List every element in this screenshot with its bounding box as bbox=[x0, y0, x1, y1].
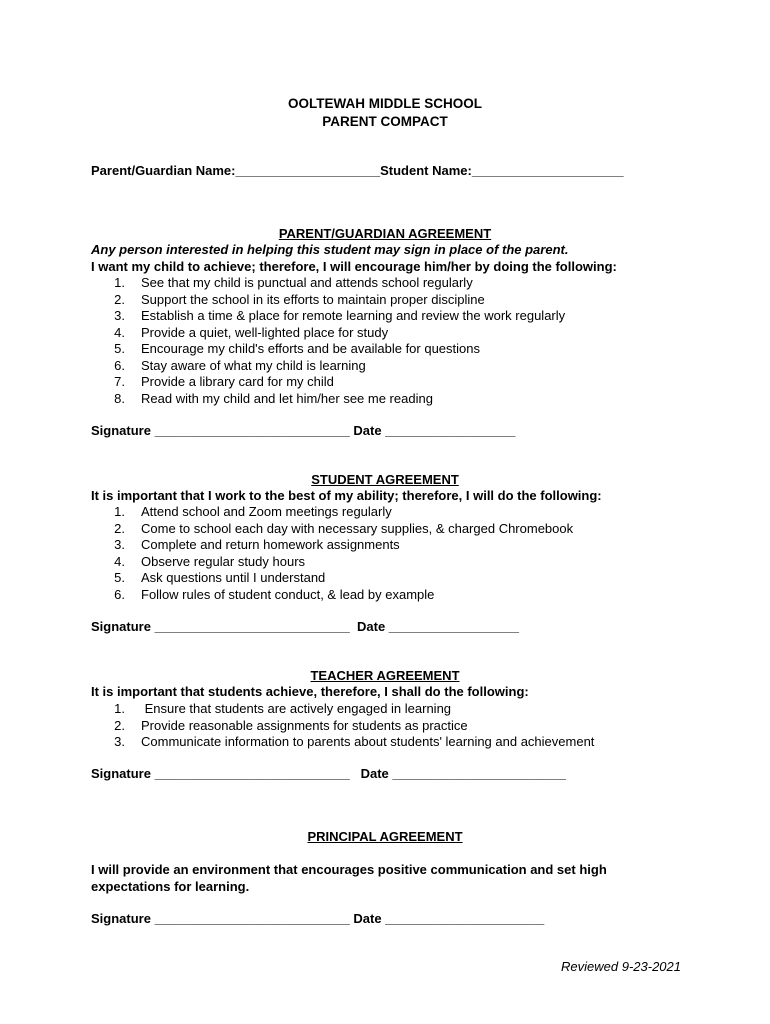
document-title: PARENT COMPACT bbox=[322, 114, 448, 129]
teacher-agreement-list bbox=[91, 701, 594, 751]
teacher-agreement-heading: TEACHER AGREEMENT bbox=[310, 668, 460, 683]
list-item: 7. Provide a library card for my child bbox=[114, 374, 334, 389]
parent-agreement-list bbox=[91, 275, 565, 407]
principal-agreement-heading: PRINCIPAL AGREEMENT bbox=[307, 829, 463, 844]
parent-agreement-intro: I want my child to achieve; therefore, I will encourage him/her by doing the following: bbox=[91, 259, 617, 274]
list-item: 6. Follow rules of student conduct, & lead by example bbox=[114, 586, 435, 602]
list-item: 3. Establish a time & place for remote learning and review the work regularly bbox=[114, 308, 566, 323]
school-name: OOLTEWAH MIDDLE SCHOOL bbox=[288, 96, 482, 111]
document-header bbox=[0, 95, 770, 131]
list-item: 2. Support the school in its efforts to maintain proper discipline bbox=[114, 291, 485, 307]
list-item: 4. Observe regular study hours bbox=[114, 553, 306, 569]
principal-statement-line1: I will provide an environment that encourages positive communication and set high bbox=[91, 862, 607, 877]
list-item: 5. Ask questions until I understand bbox=[114, 570, 326, 585]
student-signature-line[interactable]: Signature ___________________________ Date __________________ bbox=[91, 619, 519, 634]
list-item: 8. Read with my child and let him/her see me reading bbox=[114, 390, 433, 406]
teacher-signature-line[interactable]: Signature ___________________________ Date ________________________ bbox=[91, 766, 566, 781]
names-line: Parent/Guardian Name:____________________Student Name:_____________________ bbox=[91, 163, 624, 178]
student-agreement-list bbox=[91, 504, 573, 603]
principal-signature-line[interactable]: Signature ___________________________ Date ______________________ bbox=[91, 911, 545, 926]
list-item: 2. Come to school each day with necessary supplies, & charged Chromebook bbox=[114, 520, 574, 536]
list-item: 3. Complete and return homework assignments bbox=[114, 537, 400, 552]
parent-agreement-heading: PARENT/GUARDIAN AGREEMENT bbox=[278, 226, 492, 241]
list-item: 2. Provide reasonable assignments for students as practice bbox=[114, 717, 468, 733]
list-item: 1. Ensure that students are actively engaged in learning bbox=[114, 701, 452, 716]
principal-statement-line2: expectations for learning. bbox=[91, 879, 250, 894]
list-item: 1. Attend school and Zoom meetings regularly bbox=[114, 504, 392, 519]
student-agreement-heading: STUDENT AGREEMENT bbox=[311, 472, 459, 487]
list-item: 3. Communicate information to parents about students' learning and achievement bbox=[114, 734, 595, 749]
teacher-agreement-intro: It is important that students achieve, therefore, I shall do the following: bbox=[91, 684, 529, 699]
list-item: 4. Provide a quiet, well-lighted place for study bbox=[114, 324, 389, 340]
list-item: 5. Encourage my child's efforts and be available for questions bbox=[114, 341, 480, 356]
list-item: 1. See that my child is punctual and attends school regularly bbox=[114, 275, 473, 290]
reviewed-date: Reviewed 9-23-2021 bbox=[561, 959, 681, 974]
list-item: 6. Stay aware of what my child is learning bbox=[114, 357, 366, 373]
parent-agreement-note: Any person interested in helping this student may sign in place of the parent. bbox=[91, 242, 569, 257]
parent-signature-line[interactable]: Signature ___________________________ Date __________________ bbox=[91, 423, 516, 438]
student-agreement-intro: It is important that I work to the best of my ability; therefore, I will do the following: bbox=[91, 488, 602, 503]
